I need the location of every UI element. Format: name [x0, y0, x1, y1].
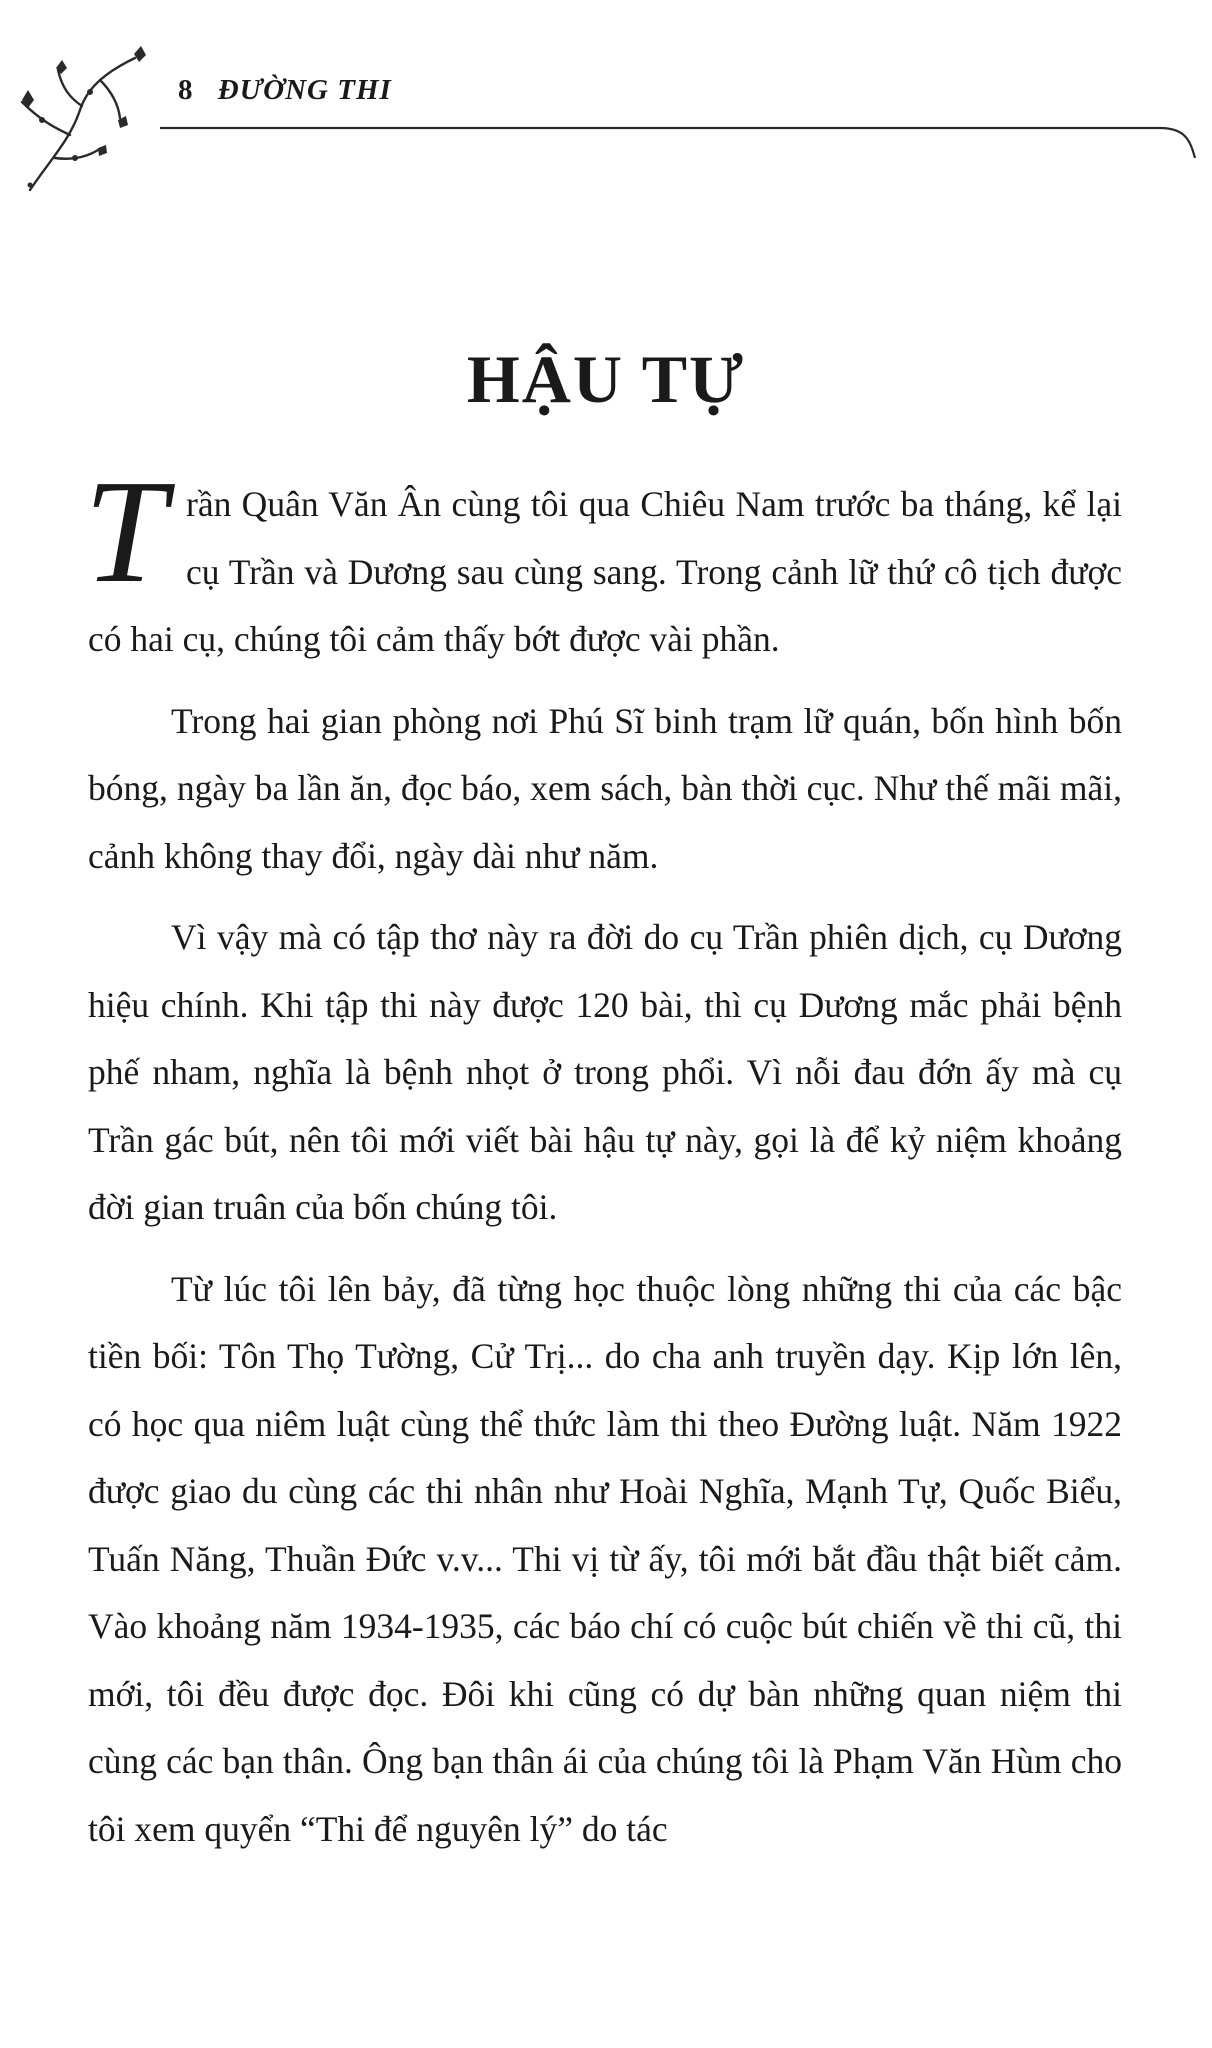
header-rule: [160, 100, 1200, 160]
floral-branch-ornament: [0, 40, 160, 200]
paragraph-3: Vì vậy mà có tập thơ này ra đời do cụ Trần phiên dịch, cụ Dương hiệu chính. Khi tập thi này được 120 bài, thì cụ Dương mắc phải bệnh phế nham, nghĩa là bệnh nhọt ở trong phổi. Vì nỗi đau đớn ấy mà cụ Trần gác bút, nên tôi mới viết bài hậu tự này, gọi là để kỷ niệm khoảng đời gian truân của bốn chúng tôi.: [88, 917, 1122, 1227]
chapter-title: HẬU TỰ: [466, 341, 746, 417]
blossom-2: [134, 46, 146, 62]
body-text: [84, 450, 1122, 1877]
paragraph-1-text: rần Quân Văn Ân cùng tôi qua Chiêu Nam trước ba tháng, kể lại cụ Trần và Dương sau cùng sang. Trong cảnh lữ thứ cô tịch được có hai cụ, chúng tôi cảm thấy bớt được vài phần.: [88, 484, 1122, 659]
paragraph-4: Từ lúc tôi lên bảy, đã từng học thuộc lòng những thi của các bậc tiền bối: Tôn Thọ Tường, Cử Trị... do cha anh truyền dạy. Kịp lớn lên, có học qua niêm luật cùng thể thức làm thi theo Đường luật. Năm 1922 được giao du cùng các thi nhân như Hoài Nghĩa, Mạnh Tự, Quốc Biểu, Tuấn Năng, Thuần Đức v.v... Thi vị từ ấy, tôi mới bắt đầu thật biết cảm. Vào khoảng năm 1934-1935, các báo chí có cuộc bút chiến về thi cũ, thi mới, tôi đều được đọc. Đôi khi cũng có dự bàn những quan niệm thi cùng các bạn thân. Ông bạn thân ái của chúng tôi là Phạm Văn Hùm cho tôi xem quyển “Thi để nguyên lý” do tác: [88, 1268, 1122, 1849]
blossom-5: [98, 145, 107, 156]
drop-cap: T: [84, 450, 167, 614]
book-title: ĐƯỜNG THI: [217, 74, 392, 106]
paragraph-2: Trong hai gian phòng nơi Phú Sĩ binh trạm lữ quán, bốn hình bốn bóng, ngày ba lần ăn, đọc báo, xem sách, bàn thời cục. Như thế mãi mãi, cảnh không thay đổi, ngày dài như năm.: [88, 700, 1122, 876]
paragraph-1: [84, 450, 1122, 674]
page-number: 8: [178, 74, 194, 106]
